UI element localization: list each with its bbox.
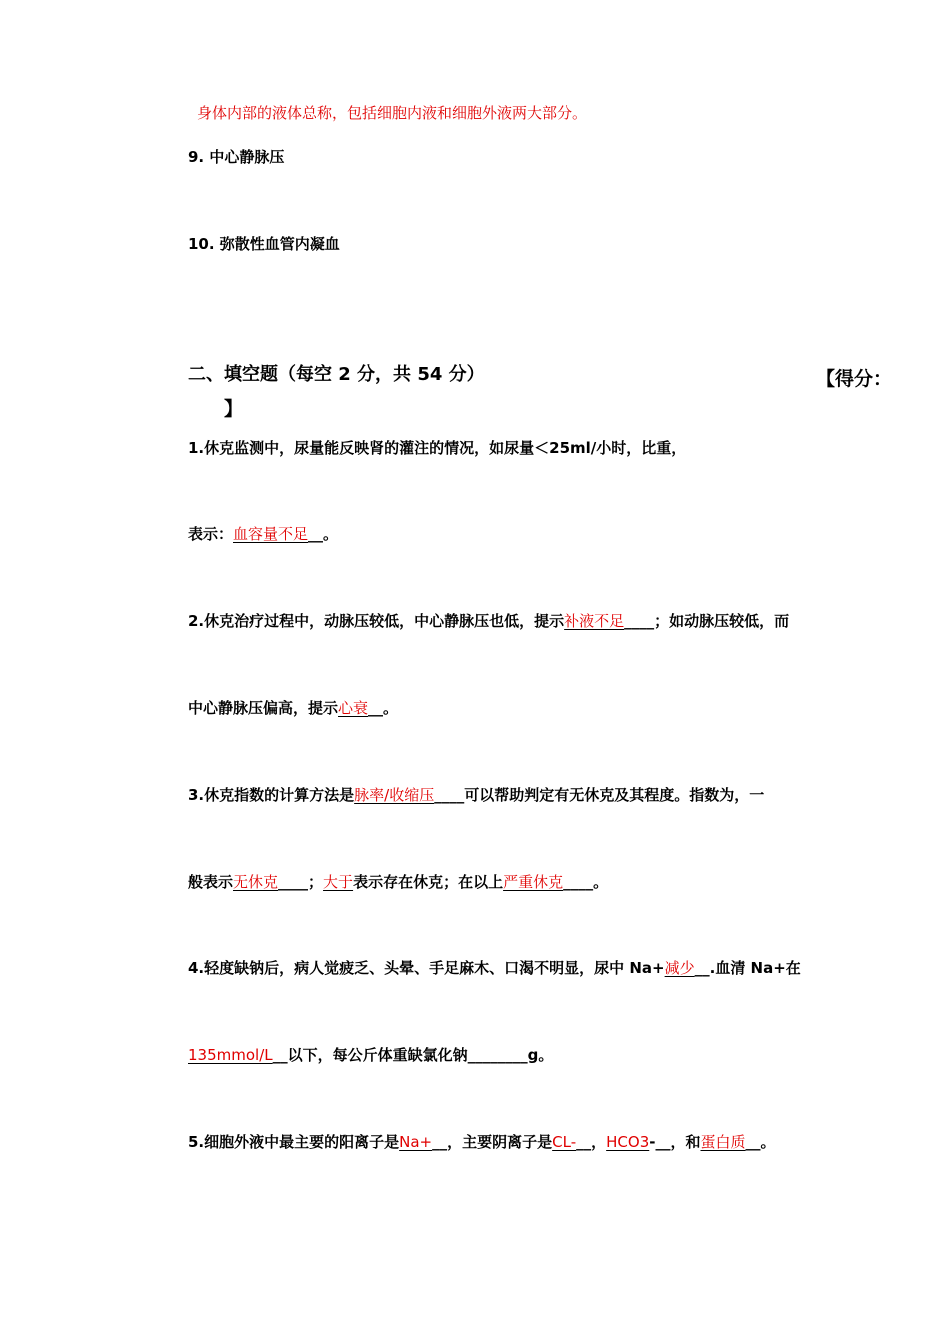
q3-answer-2: 无休克 bbox=[233, 873, 279, 891]
q2-answer-2: 心衰 bbox=[338, 699, 369, 717]
q4-blank-1: __ bbox=[694, 959, 710, 977]
q4-blank-2: __ bbox=[272, 1046, 288, 1064]
q5-prefix: 5.细胞外液中最主要的阳离子是 bbox=[188, 1133, 400, 1151]
q3-blank-2: ____ bbox=[278, 873, 309, 891]
q4-blank-3: ________ bbox=[467, 1046, 528, 1064]
fill-q3-line1 bbox=[188, 785, 764, 805]
q5-mid-3: - bbox=[649, 1133, 656, 1151]
q3-suffix-1: 可以帮助判定有无休克及其程度。指数为，一 bbox=[464, 786, 765, 804]
fill-q4-line2 bbox=[188, 1045, 553, 1065]
fill-q5 bbox=[188, 1132, 776, 1152]
q5-blank-4: __ bbox=[745, 1133, 761, 1151]
q4-prefix: 4.轻度缺钠后，病人觉疲乏、头晕、手足麻木、口渴不明显，尿中 Na+ bbox=[188, 959, 665, 977]
question-9: 9. 中心静脉压 bbox=[188, 148, 285, 166]
q5-mid-2: ， bbox=[591, 1133, 607, 1151]
fill-q4-line1 bbox=[188, 958, 801, 978]
q5-suffix: 。 bbox=[760, 1133, 776, 1151]
score-label: 【得分： bbox=[816, 368, 893, 390]
definition-text: 身体内部的液体总称，包括细胞内液和细胞外液两大部分。 bbox=[197, 104, 588, 122]
fill-q3-line2 bbox=[188, 872, 608, 892]
score-close: 】 bbox=[224, 398, 244, 420]
q4-answer-1: 减少 bbox=[664, 959, 695, 977]
q4-answer-2: 135mmol/L bbox=[188, 1046, 273, 1064]
q4-suffix-2: g。 bbox=[527, 1046, 554, 1064]
q2-suffix-1: ；如动脉压较低，而 bbox=[654, 612, 790, 630]
question-10: 10. 弥散性血管内凝血 bbox=[188, 235, 340, 253]
q3-blank-3: ____ bbox=[563, 873, 594, 891]
q3-prefix: 3.休克指数的计算方法是 bbox=[188, 786, 355, 804]
q3-prefix-2: 般表示 bbox=[188, 873, 234, 891]
q5-mid-4: ，和 bbox=[670, 1133, 701, 1151]
q3-answer-4: 严重休克 bbox=[503, 873, 564, 891]
q3-suffix-2: 。 bbox=[593, 873, 609, 891]
q5-mid-1: ，主要阴离子是 bbox=[447, 1133, 553, 1151]
q1-answer: 血容量不足 bbox=[233, 525, 309, 543]
q2-prefix-2: 中心静脉压偏高，提示 bbox=[188, 699, 339, 717]
q5-blank-3: __ bbox=[655, 1133, 671, 1151]
section-title: 二、填空题（每空 2 分，共 54 分） bbox=[188, 364, 485, 385]
fill-q2-line2 bbox=[188, 698, 398, 718]
q5-answer-3: HCO3 bbox=[606, 1133, 650, 1151]
q5-answer-2: CL- bbox=[552, 1133, 577, 1151]
q1-blank: __ bbox=[308, 525, 324, 543]
q5-answer-1: Na+ bbox=[399, 1133, 433, 1151]
q4-suffix-1: .血清 Na+在 bbox=[709, 959, 801, 977]
q5-blank-1: __ bbox=[432, 1133, 448, 1151]
q2-prefix: 2.休克治疗过程中，动脉压较低，中心静脉压也低，提示 bbox=[188, 612, 565, 630]
q3-answer-1: 脉率/收缩压 bbox=[354, 786, 435, 804]
q2-blank-1: ____ bbox=[624, 612, 655, 630]
fill-q2-line1 bbox=[188, 611, 789, 631]
q1-suffix: 。 bbox=[323, 525, 339, 543]
fill-q1-line2 bbox=[188, 524, 338, 544]
q2-blank-2: __ bbox=[368, 699, 384, 717]
q5-answer-4: 蛋白质 bbox=[700, 1133, 746, 1151]
q3-blank-1: ____ bbox=[434, 786, 465, 804]
q1-prefix: 表示： bbox=[188, 525, 234, 543]
q2-answer-1: 补液不足 bbox=[564, 612, 625, 630]
q3-mid-2: 表示存在休克；在以上 bbox=[353, 873, 504, 891]
q3-mid-1: ； bbox=[308, 873, 324, 891]
fill-q1-line1: 1.休克监测中，尿量能反映肾的灌注的情况，如尿量＜25ml/小时，比重， bbox=[188, 439, 687, 457]
q4-mid: 以下，每公斤体重缺氯化钠 bbox=[287, 1046, 468, 1064]
q2-suffix-2: 。 bbox=[383, 699, 399, 717]
q3-answer-3: 大于 bbox=[323, 873, 354, 891]
q5-blank-2: __ bbox=[576, 1133, 592, 1151]
